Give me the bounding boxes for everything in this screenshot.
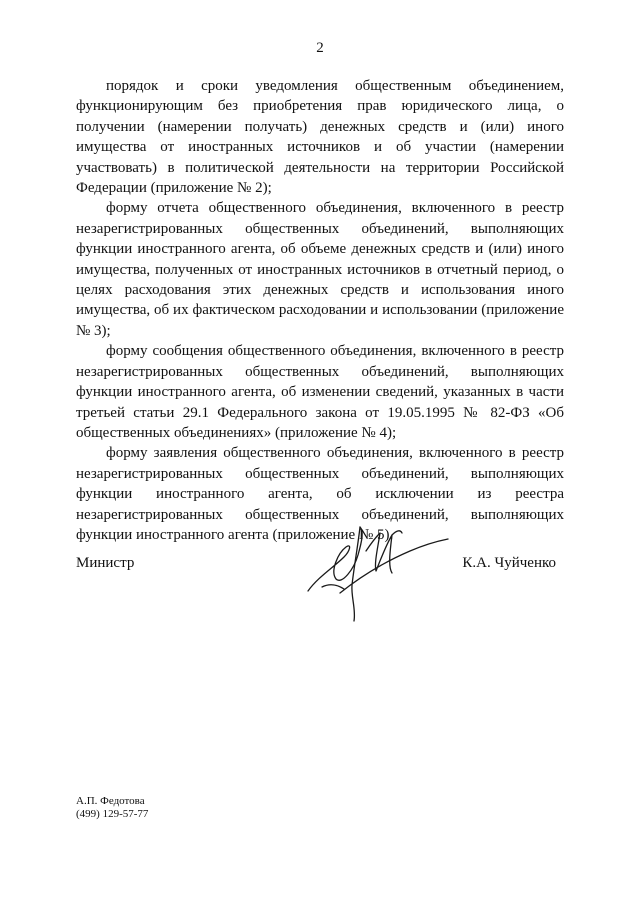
executor-info: [76, 795, 148, 821]
paragraph-change-message-form: форму сообщения общественного объединения, включенного в реестр незарегистрированных общественных объединений, выполняющих функции иностранного агента, об изменении сведений, указанных в части третьей статьи 29.1 Федерального закона от 19.05.1995 № 82-ФЗ «Об общественных объединениях» (приложение № 4);: [76, 343, 564, 441]
page-number: 2: [316, 40, 324, 56]
signature-block: [76, 555, 564, 579]
document-body: [76, 76, 564, 545]
signer-name: К.А. Чуйченко: [462, 555, 556, 571]
paragraph-report-form: форму отчета общественного объединения, включенного в реестр незарегистрированных общественных объединений, выполняющих функции иностранного агента, об объеме денежных средств и (или) иного имущества, полученных от иностранных источников в отчетный период, о целях расходования этих денежных средств и использования иного имущества, об их фактическом расходовании и использовании (приложение № 3);: [76, 200, 564, 339]
paragraph-notification-procedure: порядок и сроки уведомления общественным объединением, функционирующим без приобретения прав юридического лица, о получении (намерении получать) денежных средств и (или) иного имущества от иностранных источников и об участии (намерении участвовать) в политической деятельности на территории Российской Федерации (приложение № 2);: [76, 78, 564, 197]
executor-name: А.П. Федотова: [76, 795, 145, 807]
executor-phone: (499) 129-57-77: [76, 808, 149, 820]
paragraph-exclusion-application-form: форму заявления общественного объединения, включенного в реестр незарегистрированных общественных объединений, выполняющих функции иностранного агента, об исключении из реестра незарегистрированных общественных объединений, выполняющих функции иностранного агента (приложение № 5).: [76, 445, 564, 543]
signer-position: Министр: [76, 555, 135, 571]
